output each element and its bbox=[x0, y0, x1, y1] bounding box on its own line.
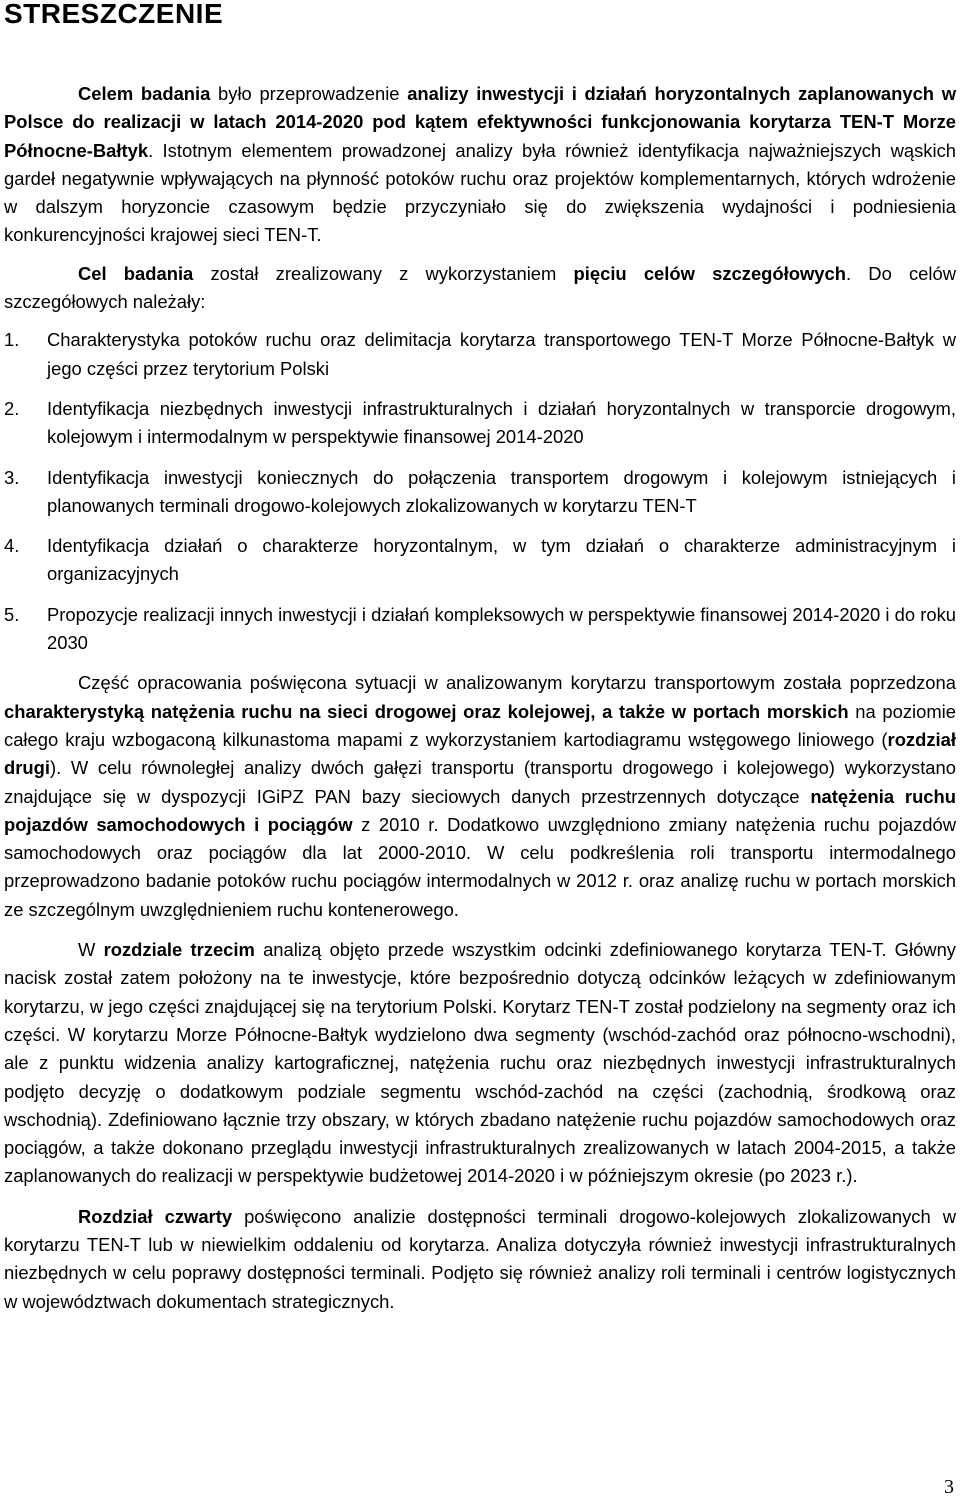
paragraph-objectives bbox=[4, 260, 956, 317]
list-number: 5. bbox=[4, 603, 20, 625]
text-span: . Istotnym elementem prowadzonej analizy była również identyfikacja najważniejszych wąskich gardeł negatywnie wpływających na płynność potoków ruchu oraz projektów komplementarnych, których wdrożenie w dalszym horyzoncie czasowym będzie przyczyniało się do zwiększenia wydajności i podniesienia konkurencyjności krajowej sieci TEN-T. bbox=[4, 139, 956, 246]
list-item bbox=[4, 601, 956, 658]
text-span: z 2010 r. Dodatkowo uwzględniono zmiany natężenia ruchu pojazdów samochodowych oraz pociągów dla lat 2000-2010. W celu podkreślenia roli transportu intermodalnego przeprowadzono badanie potoków ruchu pociągów intermodalnych w 2012 r. oraz analizę ruchu w portach morskich ze szczególnym uwzględnieniem ruchu kontenerowego. bbox=[4, 813, 957, 920]
bold-text: Rozdział czwarty bbox=[78, 1205, 233, 1227]
list-text: Propozycje realizacji innych inwestycji i działań kompleksowych w perspektywie finansowej 2014-2020 i do roku 2030 bbox=[47, 603, 956, 654]
text-span: analizą objęto przede wszystkim odcinki zdefiniowanego korytarza TEN-T. Główny nacisk został zatem położony na te inwestycje, które bezpośrednio dotyczą odcinków leżących w zdefiniowanym korytarzu, w jego części znajdującej się na terytorium Polski. Korytarz TEN-T został podzielony na segmenty oraz ich części. W korytarzu Morze Północne-Bałtyk wydzielono dwa segmenty (wschód-zachód oraz północno-wschodni), ale z punktu widzenia analizy kartograficznej, natężenia ruchu oraz niezbędnych inwestycji infrastrukturalnych podjęto decyzję o dodatkowym podziale segmentu wschód-zachód na części (zachodnią, środkową oraz wschodnią). Zdefiniowano łącznie trzy obszary, w których zbadano natężenie ruchu pojazdów samochodowych oraz pociągów, a także dokonano przeglądu inwestycji infrastrukturalnych zrealizowanych w latach 2004-2015, a także zaplanowanych do realizacji w perspektywie budżetowej 2014-2020 i w późniejszym okresie (po 2023 r.). bbox=[4, 939, 957, 1187]
list-number: 3. bbox=[4, 466, 20, 488]
list-text: Identyfikacja działań o charakterze horyzontalnym, w tym działań o charakterze administracyjnym i organizacyjnych bbox=[47, 535, 956, 585]
text-span: Część opracowania poświęcona sytuacji w analizowanym korytarzu transportowym została poprzedzona bbox=[78, 672, 956, 694]
text-span: W bbox=[78, 939, 104, 961]
bold-text: pięciu celów szczegółowych bbox=[573, 262, 846, 284]
page-number: 3 bbox=[944, 1476, 954, 1498]
text-span: . Do celów szczegółowych należały: bbox=[4, 262, 956, 313]
list-text: Identyfikacja inwestycji koniecznych do połączenia transportem drogowym i kolejowym istniejących i planowanych terminali drogowo-kolejowych zlokalizowanych w korytarzu TEN-T bbox=[47, 466, 956, 516]
bold-text: Celem badania bbox=[78, 83, 211, 104]
text-span: na poziomie całego kraju wzbogaconą kilkunastoma mapami z wykorzystaniem kartodiagramu wstęgowego liniowego ( bbox=[4, 700, 956, 750]
text-span: został zrealizowany z wykorzystaniem bbox=[193, 262, 574, 284]
paragraph-chapter-two bbox=[4, 669, 956, 924]
list-number: 1. bbox=[4, 329, 20, 351]
paragraph-chapter-three bbox=[4, 936, 956, 1191]
list-text: Identyfikacja niezbędnych inwestycji infrastrukturalnych i działań horyzontalnych w transporcie drogowym, kolejowym i intermodalnym w perspektywie finansowej 2014-2020 bbox=[47, 397, 956, 448]
bold-text: rozdział drugi bbox=[4, 728, 956, 779]
page-title: STRESZCZENIE bbox=[4, 0, 224, 29]
list-number: 2. bbox=[4, 397, 20, 419]
bold-text: Cel badania bbox=[78, 262, 194, 284]
list-text: Charakterystyka potoków ruchu oraz delimitacja korytarza transportowego TEN-T Morze Północne-Bałtyk w jego części przez terytorium Polski bbox=[47, 329, 956, 379]
paragraph-aim bbox=[4, 80, 956, 250]
paragraph-chapter-four bbox=[4, 1203, 956, 1316]
bold-text: natężenia ruchu pojazdów samochodowych i pociągów bbox=[4, 785, 957, 835]
bold-text: rozdziale trzecim bbox=[103, 939, 255, 961]
bold-text: analizy inwestycji i działań horyzontalnych zaplanowanych w Polsce do realizacji w latach 2014-2020 pod kątem efektywności funkcjonowania korytarza TEN-T Morze Północne-Bałtyk bbox=[4, 83, 957, 161]
list-item bbox=[4, 395, 956, 452]
list-number: 4. bbox=[4, 535, 20, 557]
bold-text: charakterystyką natężenia ruchu na sieci drogowej oraz kolejowej, a także w portach morskich bbox=[4, 700, 849, 722]
text-span: ). W celu równoległej analizy dwóch gałęzi transportu (transportu drogowego i kolejowego) wykorzystano znajdujące się w dyspozycji IGiPZ PAN bazy sieciowych danych przestrzennych dotyczące bbox=[4, 757, 956, 807]
text-span: poświęcono analizie dostępności terminali drogowo-kolejowych zlokalizowanych w korytarzu TEN-T lub w niewielkim oddaleniu od korytarza. Analiza dotyczyła również inwestycji infrastrukturalnych niezbędnych w celu poprawy dostępności terminali. Podjęto się również analizy roli terminali i centrów logistycznych w województwach dokumentach strategicznych. bbox=[4, 1205, 956, 1312]
list-item bbox=[4, 532, 956, 589]
text-span: było przeprowadzenie bbox=[210, 83, 408, 104]
summary-body bbox=[4, 80, 956, 1316]
list-item bbox=[4, 464, 956, 521]
list-item bbox=[4, 326, 956, 383]
